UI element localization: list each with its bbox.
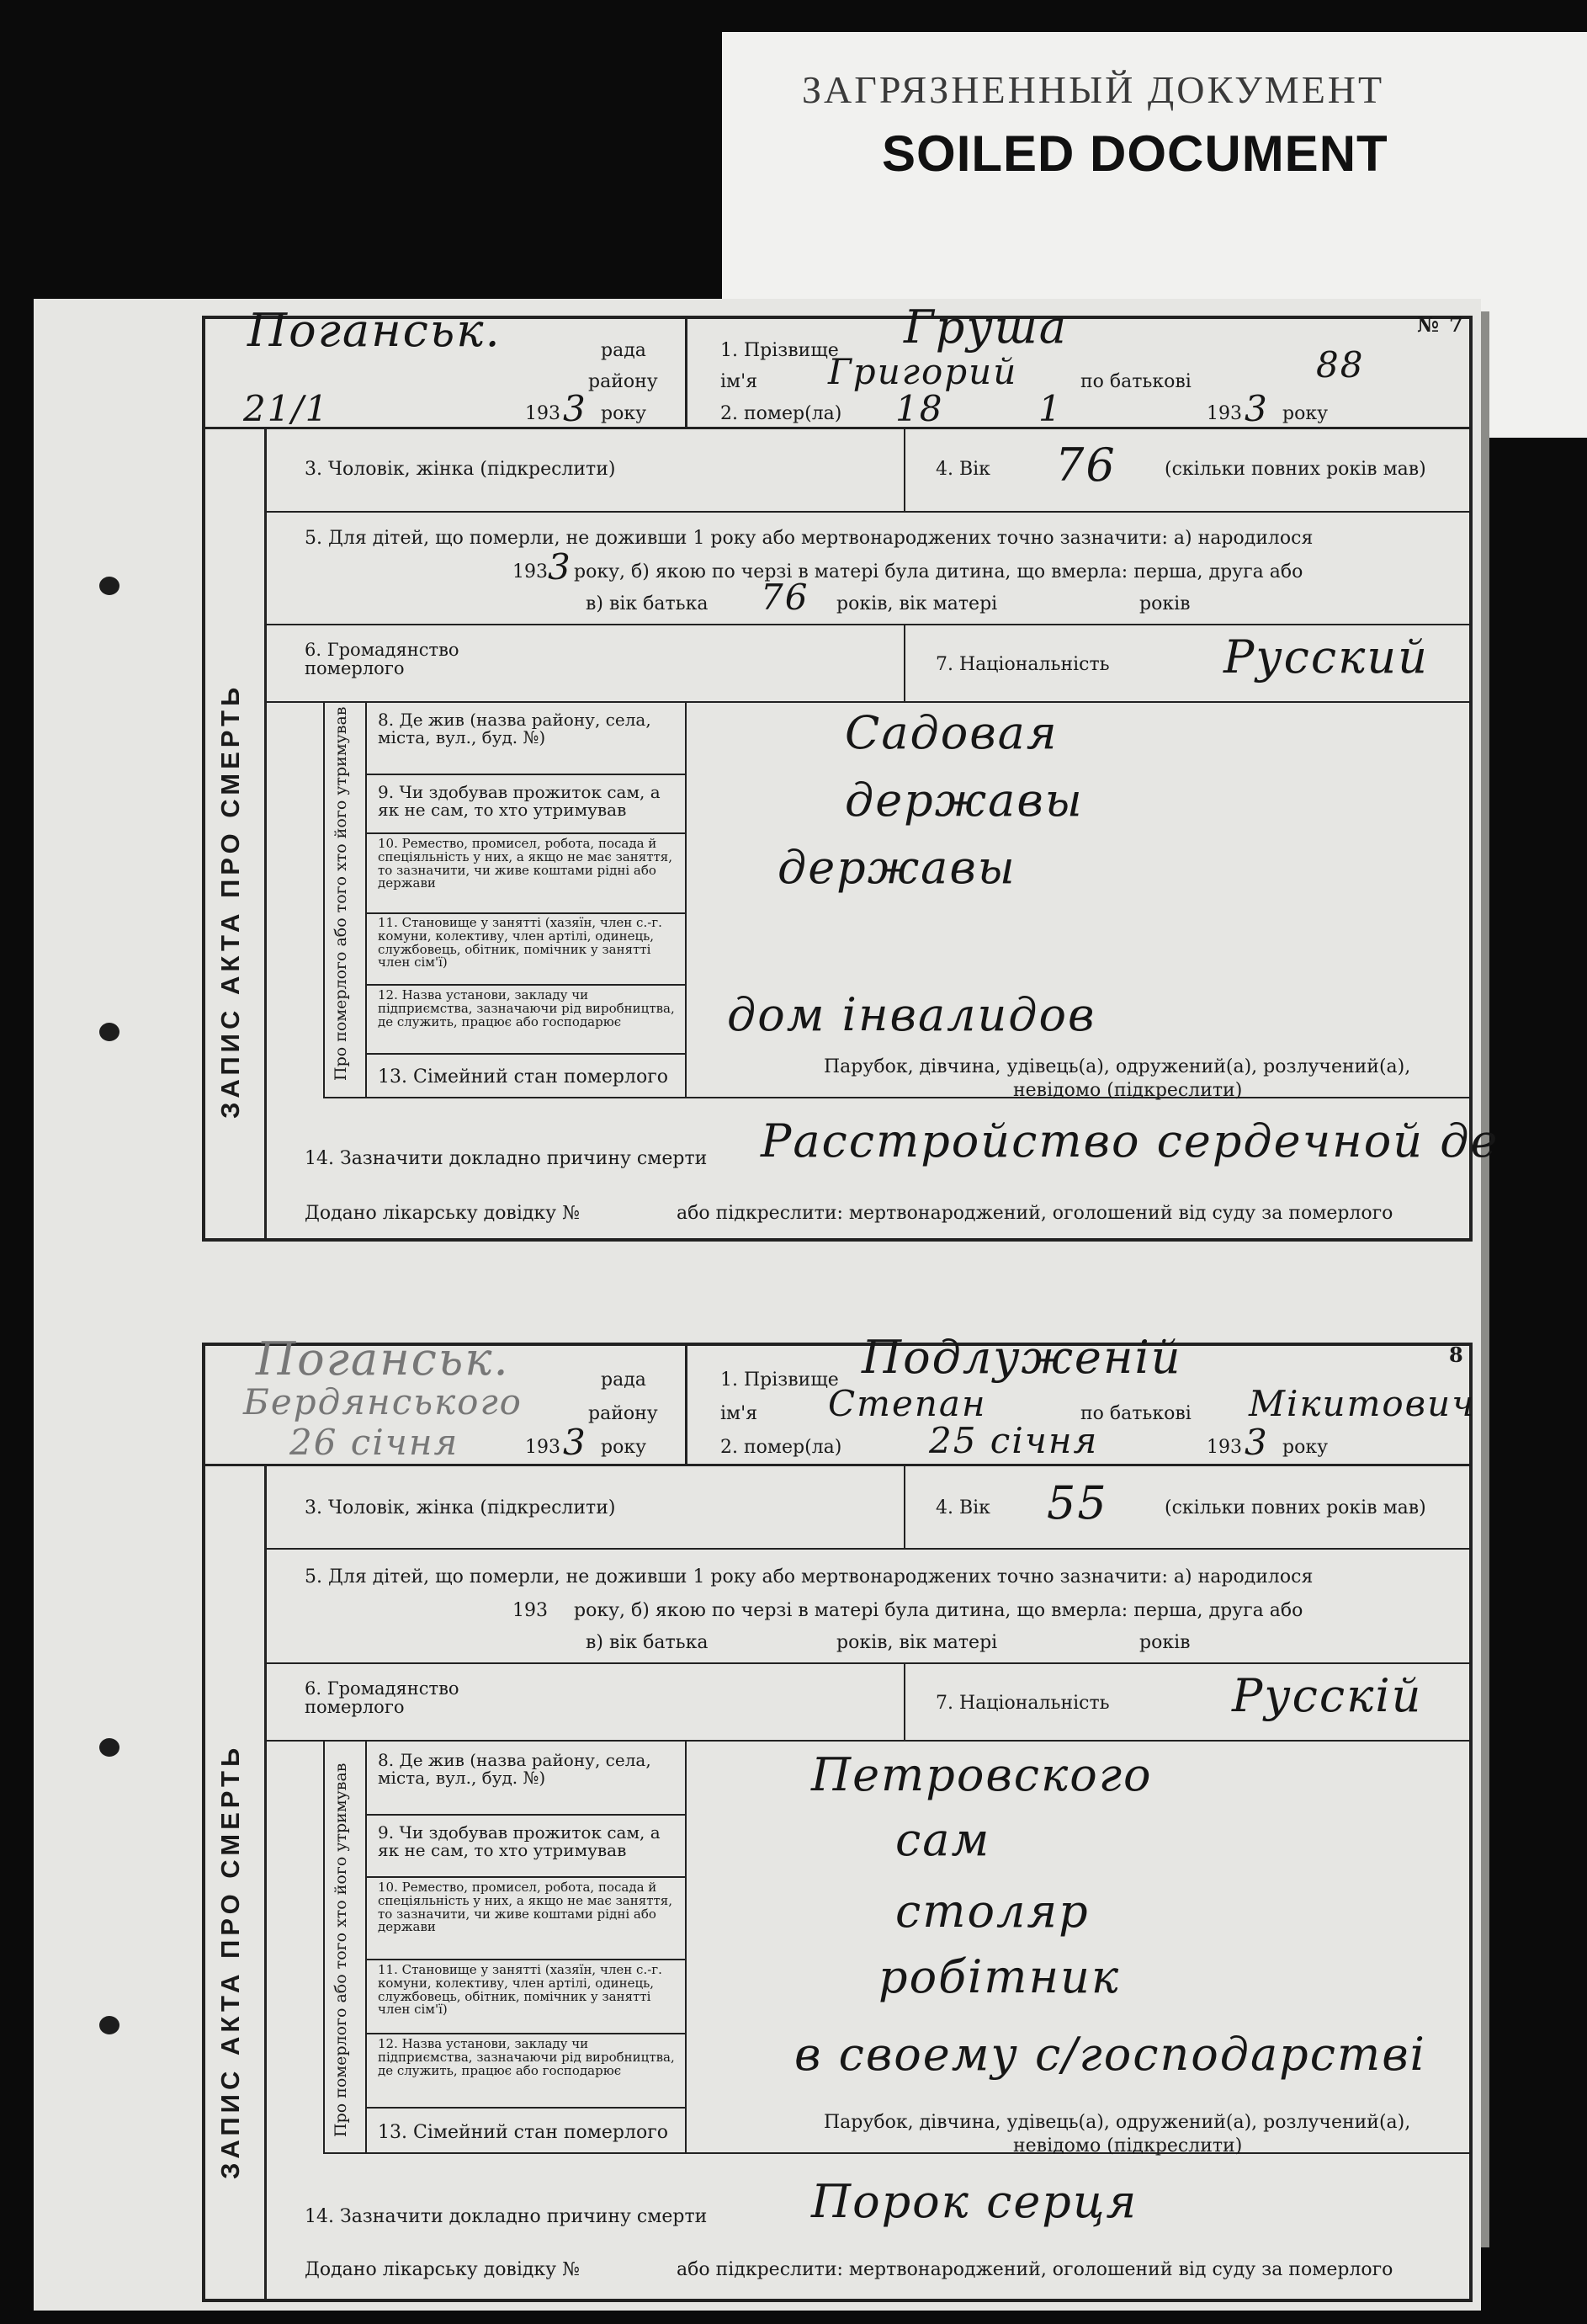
death-year-digit: 3 [1245,388,1269,429]
nationality-label: 7. Національність [936,1693,1110,1714]
position-value: робітник [878,1950,1121,2003]
year-prefix-2: 193 [1207,1437,1242,1458]
child-years-label-2: років [1139,1632,1191,1653]
marital-options-2: невідомо (підкреслити) [1013,1080,1243,1101]
marital-options: Парубок, дівчина, удівець(а), одружений(а), розлучений(а), [824,2112,1411,2133]
death-date: 25 січня [929,1420,1099,1461]
citizenship-label: 6. Громадянство померлого [305,640,459,679]
name-label: ім'я [720,1403,758,1424]
cause-value: Порок серця [811,2175,1138,2228]
marital-options: Парубок, дівчина, удівець(а), одружений(а), розлучений(а), [824,1056,1411,1077]
support-value: державы [845,774,1084,827]
age-hint: (скільки повних років мав) [1165,1497,1426,1518]
cause-value: Расстройство сердечной де [761,1114,1499,1167]
child-years-label: років, вік матері [836,593,998,614]
registration-date: 26 січня [289,1422,459,1463]
residence-value: Петровского [811,1748,1153,1801]
rada-value: Поганськ. [247,304,502,357]
record-number: 7 [1449,312,1463,337]
child-info-line2: року, б) якою по черзі в матері була дитина, що вмерла: перша, друга або [574,1600,1303,1621]
roku-label-2: року [1282,403,1329,424]
patronymic-mark: 88 [1316,344,1365,386]
punch-hole [99,2016,119,2034]
roku-label: року [601,403,647,424]
patronymic-value: Мікитович [1249,1383,1476,1424]
support-label: 9. Чи здобував прожиток сам, а як не сам, то хто утримував [378,782,661,820]
side-title: ЗАПИС АКТА ПРО СМЕРТЬ [215,1743,245,2179]
year-prefix: 193 [525,1437,560,1458]
death-record-card-1 [202,300,1499,1242]
stamp-title-en: SOILED DOCUMENT [882,125,1388,182]
patronymic-label: по батькові [1080,371,1192,392]
citizenship-label: 6. Громадянство померлого [305,1678,459,1718]
age-value: 55 [1047,1476,1108,1529]
name-value: Григорий [828,351,1018,392]
death-record-sheet [34,299,1499,2311]
name-label: ім'я [720,371,758,392]
medical-cert-label: Додано лікарську довідку № [305,2259,580,2280]
support-label: 9. Чи здобував прожиток сам, а як не сам, то хто утримував [378,1822,661,1860]
cause-label: 14. Зазначити докладно причину смерти [305,2206,708,2227]
punch-hole [99,577,119,595]
surname-label: 1. Прізвище [720,340,839,361]
sex-label: 3. Чоловік, жінка (підкреслити) [305,1497,616,1518]
roku-label-2: року [1282,1437,1329,1458]
raion-value: Бердянського [243,1381,523,1423]
surname-label: 1. Прізвище [720,1369,839,1391]
side-title: ЗАПИС АКТА ПРО СМЕРТЬ [215,683,245,1119]
death-month: 1 [1038,388,1063,429]
medical-cert-label: Додано лікарську довідку № [305,1203,580,1224]
father-age: 76 [761,577,809,618]
rada-label: рада [601,1369,646,1391]
age-label: 4. Вік [936,459,990,480]
raion-label: району [588,371,658,392]
registration-date: 21/1 [243,388,330,429]
registration-year-digit: 3 [563,388,587,429]
position-label: 11. Становище у занятті (хазяїн, член с.-г. комуни, колективу, член артілі, одинець, службовець, обітник, помічник у занятті член сім'ї) [378,915,662,971]
registration-year-digit: 3 [563,1422,587,1463]
year-prefix: 193 [525,403,560,424]
died-label: 2. помер(ла) [720,403,842,424]
position-label: 11. Становище у занятті (хазяїн, член с.-г. комуни, колективу, член артілі, одинець, службовець, обітник, помічник у занятті член сім'ї) [378,1962,662,2018]
record-number-sign: № [1417,312,1440,337]
rada-value: Поганськ. [256,1332,510,1385]
punch-hole [99,1738,119,1757]
punch-hole [99,1023,119,1041]
f5-year-prefix: 193 [512,1600,548,1621]
nationality-value: Русскій [1232,1669,1423,1722]
residence-label: 8. Де жив (назва району, села, міста, вул., буд. №) [378,1750,651,1788]
child-info-line2: року, б) якою по черзі в матері була дитина, що вмерла: перша, друга або [574,561,1303,582]
marital-label: 13. Сімейний стан померлого [378,2122,669,2143]
child-years-label-2: років [1139,593,1191,614]
residence-label: 8. Де жив (назва району, села, міста, вул., буд. №) [378,710,651,747]
age-label: 4. Вік [936,1497,990,1518]
marital-options-2: невідомо (підкреслити) [1013,2135,1243,2156]
surname-value: Груша [904,300,1068,354]
died-label: 2. помер(ла) [720,1437,842,1458]
occupation-label: 10. Ремество, промисел, робота, посада й спеціяльність у них, а якщо не має заняття, то зазначити, чи живе коштами рідні або держави [378,1880,673,1935]
record-number: 8 [1449,1343,1463,1367]
f5-year-digit: 3 [548,546,572,588]
institution-label: 12. Назва установи, закладу чи підприємства, зазначаючи рід виробництва, де служить, працює або господарює [378,2036,675,2078]
stamp-title-ru: ЗАГРЯЗНЕННЫЙ ДОКУМЕНТ [802,68,1385,111]
f5-year-prefix: 193 [512,561,548,582]
child-info-line3: в) вік батька [586,1632,709,1653]
nationality-label: 7. Національність [936,654,1110,675]
age-value: 76 [1055,439,1117,492]
death-year-digit: 3 [1245,1422,1269,1463]
child-years-label: років, вік матері [836,1632,998,1653]
year-prefix-2: 193 [1207,403,1242,424]
occupation-value: державы [778,841,1016,894]
raion-label: району [588,1403,658,1424]
cause-label: 14. Зазначити докладно причину смерти [305,1148,708,1169]
surname-value: Подлуженій [862,1331,1182,1384]
child-info-line3: в) вік батька [586,593,709,614]
side-subtitle: Про померлого або того хто його утримував [332,1763,350,2137]
patronymic-label: по батькові [1080,1403,1192,1424]
medical-cert-options: або підкреслити: мертвонароджений, оголошений від суду за померлого [677,2259,1393,2280]
sex-label: 3. Чоловік, жінка (підкреслити) [305,459,616,480]
marital-label: 13. Сімейний стан померлого [378,1066,669,1088]
roku-label: року [601,1437,647,1458]
institution-label: 12. Назва установи, закладу чи підприємства, зазначаючи рід виробництва, де служить, працює або господарює [378,987,675,1029]
support-value: сам [895,1813,991,1866]
nationality-value: Русский [1223,630,1429,683]
rada-label: рада [601,340,646,361]
name-value: Степан [828,1383,987,1424]
medical-cert-options: або підкреслити: мертвонароджений, оголошений від суду за померлого [677,1203,1393,1224]
institution-value: дом інвалидов [727,988,1096,1041]
age-hint: (скільки повних років мав) [1165,459,1426,480]
death-day: 18 [895,388,944,429]
side-subtitle: Про померлого або того хто його утримував [332,706,350,1081]
residence-value: Садовая [845,706,1059,759]
institution-value: в своему с/господарстві [794,2028,1426,2081]
death-record-card-2 [202,1331,1476,2302]
occupation-label: 10. Ремество, промисел, робота, посада й спеціяльність у них, а якщо не має заняття, то зазначити, чи живе коштами рідні або держави [378,836,673,891]
child-info-line1: 5. Для дітей, що померли, не доживши 1 року або мертвонароджених точно зазначити: а) народилося [305,1566,1314,1587]
child-info-line1: 5. Для дітей, що померли, не доживши 1 року або мертвонароджених точно зазначити: а) народилося [305,528,1314,549]
occupation-value: столяр [895,1885,1090,1938]
